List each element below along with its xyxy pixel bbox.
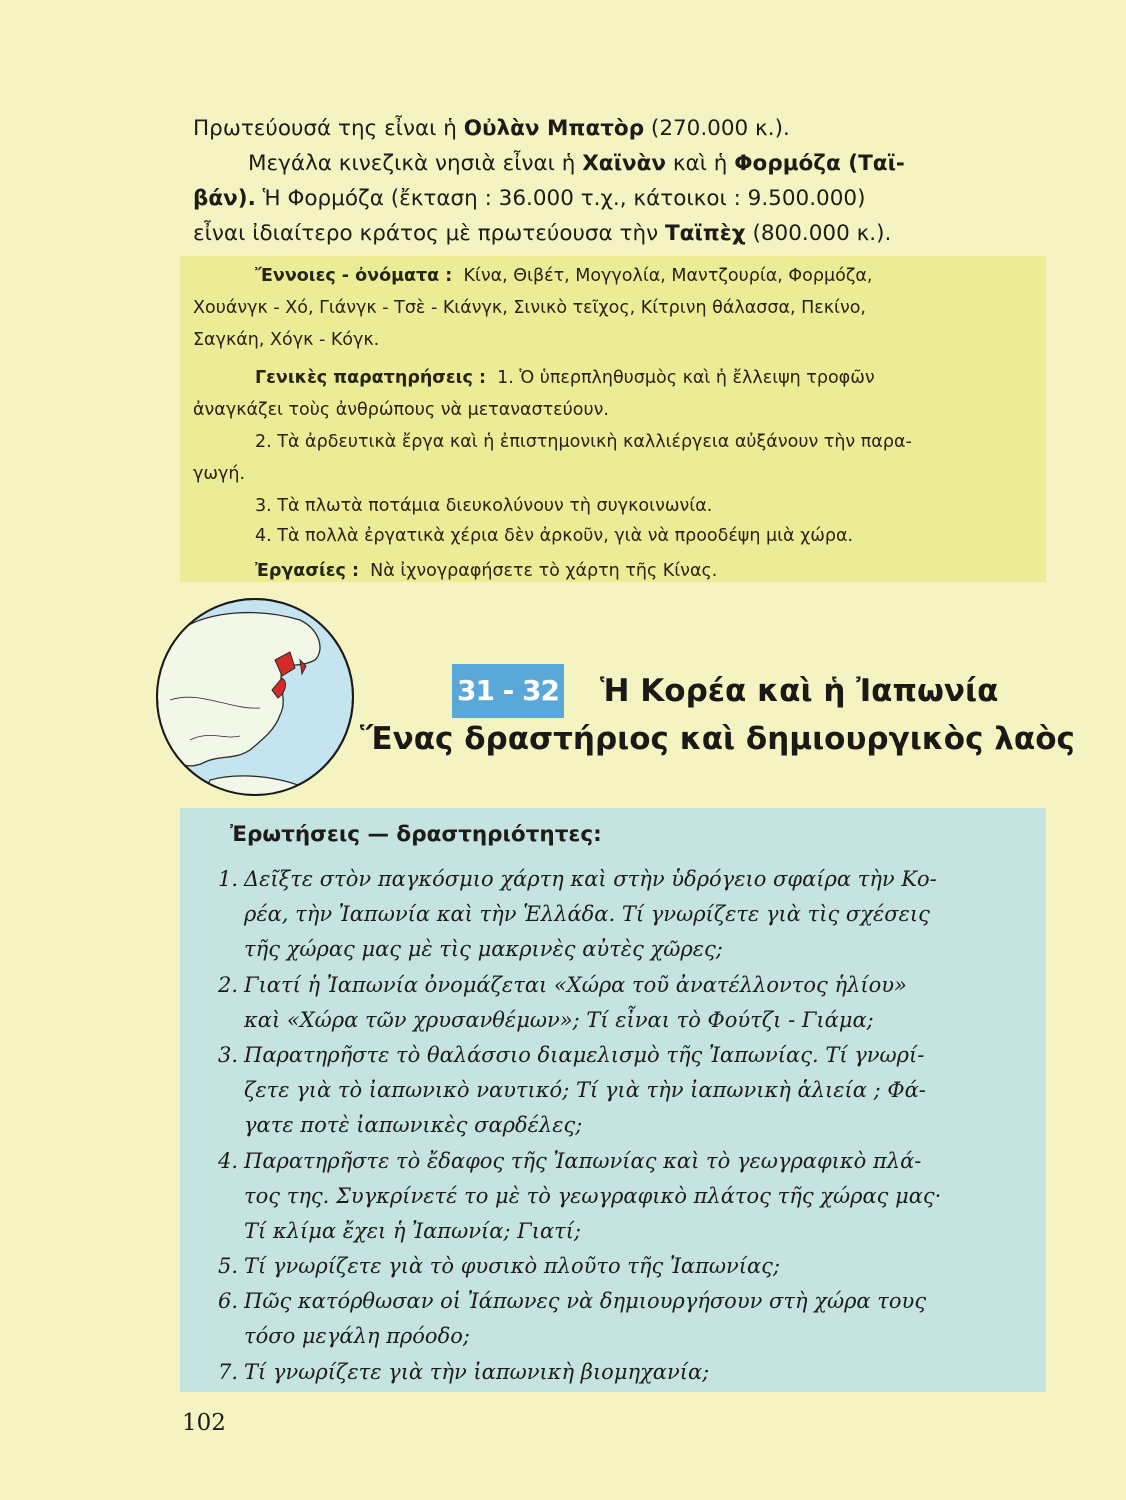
observations-label: Γενικὲς παρατηρήσεις : bbox=[255, 368, 486, 388]
paragraph-line bbox=[193, 216, 891, 251]
paragraph-line bbox=[193, 111, 790, 146]
question-line: Τί γνωρίζετε γιὰ τὸ φυσικὸ πλοῦτο τῆς Ἰαπωνίας; bbox=[244, 1254, 781, 1279]
concepts-text: Κίνα, Θιβέτ, Μογγολία, Μαντζουρία, Φορμόζα, bbox=[463, 266, 873, 286]
question-number: 5. bbox=[217, 1254, 238, 1279]
question-line: Παρατηρῆστε τὸ θαλάσσιο διαμελισμὸ τῆς Ἰαπωνίας. Τί γνωρί- bbox=[244, 1043, 925, 1067]
observations-line bbox=[255, 490, 712, 522]
text: Μεγάλα κινεζικὰ νησιὰ εἶναι ἡ bbox=[248, 151, 583, 176]
text: (800.000 κ.). bbox=[745, 221, 892, 246]
question-line: Δεῖξτε στὸν παγκόσμιο χάρτη καὶ στὴν ὑδρόγειο σφαίρα τὴν Κο- bbox=[244, 867, 937, 891]
question-line: τῆς χώρας μας μὲ τὶς μακρινὲς αὐτὲς χῶρες; bbox=[244, 937, 723, 961]
observations-line bbox=[255, 426, 912, 458]
work-line bbox=[255, 555, 717, 587]
question-line: Πῶς κατόρθωσαν οἱ Ἰάπωνες νὰ δημιουργήσουν στὴ χώρα τους bbox=[244, 1289, 927, 1314]
bold-term: Χαϊνὰν bbox=[582, 151, 667, 176]
observation-text: ἀναγκάζει τοὺς ἀνθρώπους νὰ μεταναστεύουν. bbox=[193, 400, 609, 420]
question-line: τος της. Συγκρίνετέ το μὲ τὸ γεωγραφικὸ πλάτος τῆς χώρας μας· bbox=[244, 1183, 942, 1208]
question-number: 3. bbox=[217, 1043, 238, 1067]
observations-line bbox=[193, 394, 609, 426]
question-line: ζετε γιὰ τὸ ἰαπωνικὸ ναυτικό; Τί γιὰ τὴν ἰαπωνικὴ ἁλιεία ; Φά- bbox=[244, 1078, 926, 1102]
question-line: Γιατί ἡ Ἰαπωνία ὀνομάζεται «Χώρα τοῦ ἀνατέλλοντος ἡλίου» bbox=[244, 972, 907, 997]
question-line: Τί γνωρίζετε γιὰ τὴν ἰαπωνικὴ βιομηχανία; bbox=[244, 1359, 710, 1384]
text: Ἡ Φορμόζα (ἔκταση : 36.000 τ.χ., κάτοικοι : 9.500.000) bbox=[255, 186, 866, 211]
observation-text: 4. Τὰ πολλὰ ἐργατικὰ χέρια δὲν ἀρκοῦν, γιὰ νὰ προοδέψη μιὰ χώρα. bbox=[255, 526, 854, 546]
question-item bbox=[217, 1284, 927, 1354]
globe-map-icon bbox=[150, 590, 360, 805]
observation-text: 3. Τὰ πλωτὰ ποτάμια διευκολύνουν τὴ συγκοινωνία. bbox=[255, 496, 713, 516]
question-number: 2. bbox=[217, 972, 238, 997]
lesson-title: Ἡ Κορέα καὶ ἡ Ἰαπωνία bbox=[600, 673, 999, 709]
concepts-label: Ἔννοιες - ὀνόματα : bbox=[255, 266, 453, 286]
question-line: καὶ «Χώρα τῶν χρυσανθέμων»; Τί εἶναι τὸ Φούτζι - Γιάμα; bbox=[244, 1007, 874, 1032]
concepts-line bbox=[193, 292, 866, 324]
concepts-text: Σαγκάη, Χόγκ - Κόγκ. bbox=[193, 330, 380, 350]
observations-line bbox=[255, 520, 853, 552]
text: εἶναι ἰδιαίτερο κράτος μὲ πρωτεύουσα τὴν bbox=[193, 221, 665, 246]
bold-term: Ταϊπὲχ bbox=[664, 221, 746, 246]
paragraph-line bbox=[248, 146, 905, 181]
questions-heading: Ἐρωτήσεις — δραστηριότητες: bbox=[230, 822, 602, 847]
question-line: Τί κλίμα ἔχει ἡ Ἰαπωνία; Γιατί; bbox=[244, 1218, 582, 1243]
question-item bbox=[217, 968, 907, 1038]
paragraph-line bbox=[193, 181, 865, 216]
lesson-subtitle: Ἕνας δραστήριος καὶ δημιουργικὸς λαὸς bbox=[360, 721, 1075, 757]
bold-term: Φορμόζα (Ταϊ- bbox=[734, 151, 905, 176]
observation-text: 1. Ὁ ὑπερπληθυσμὸς καὶ ἡ ἔλλειψη τροφῶν bbox=[497, 368, 875, 388]
globe-illustration bbox=[150, 590, 360, 805]
question-item bbox=[217, 1249, 781, 1284]
question-number: 4. bbox=[217, 1148, 238, 1173]
text: (270.000 κ.). bbox=[644, 116, 790, 141]
bold-term: βάν). bbox=[193, 186, 256, 211]
observations-line bbox=[193, 458, 245, 490]
question-line: τόσο μεγάλη πρόοδο; bbox=[244, 1324, 470, 1349]
question-number: 6. bbox=[217, 1289, 238, 1314]
work-text: Νὰ ἰχνογραφήσετε τὸ χάρτη τῆς Κίνας. bbox=[370, 561, 718, 581]
lesson-number-badge: 31 - 32 bbox=[452, 664, 564, 718]
question-line: γατε ποτὲ ἰαπωνικὲς σαρδέλες; bbox=[244, 1113, 583, 1137]
concepts-line bbox=[255, 260, 872, 292]
observations-line bbox=[255, 362, 875, 394]
question-line: ρέα, τὴν Ἰαπωνία καὶ τὴν Ἑλλάδα. Τί γνωρίζετε γιὰ τὶς σχέσεις bbox=[244, 902, 930, 926]
question-line: Παρατηρῆστε τὸ ἔδαφος τῆς Ἰαπωνίας καὶ τὸ γεωγραφικὸ πλά- bbox=[244, 1148, 922, 1173]
concepts-line bbox=[193, 324, 379, 356]
question-item bbox=[217, 862, 937, 967]
observation-text: γωγή. bbox=[193, 464, 246, 484]
question-number: 1. bbox=[217, 867, 238, 891]
question-item bbox=[217, 1144, 942, 1249]
question-item bbox=[217, 1038, 926, 1143]
observation-text: 2. Τὰ ἀρδευτικὰ ἔργα καὶ ἡ ἐπιστημονικὴ καλλιέργεια αὐξάνουν τὴν παρα- bbox=[255, 432, 912, 452]
concepts-text: Χουάνγκ - Χό, Γιάνγκ - Τσὲ - Κιάνγκ, Σινικὸ τεῖχος, Κίτρινη θάλασσα, Πεκίνο, bbox=[193, 298, 866, 318]
work-label: Ἐργασίες : bbox=[255, 561, 359, 581]
bold-term: Οὐλὰν Μπατὸρ bbox=[463, 116, 645, 141]
question-item bbox=[217, 1355, 710, 1390]
text: Πρωτεύουσά της εἶναι ἡ bbox=[193, 116, 464, 141]
question-number: 7. bbox=[217, 1359, 238, 1384]
text: καὶ ἡ bbox=[666, 151, 735, 176]
page-number: 102 bbox=[182, 1410, 226, 1436]
